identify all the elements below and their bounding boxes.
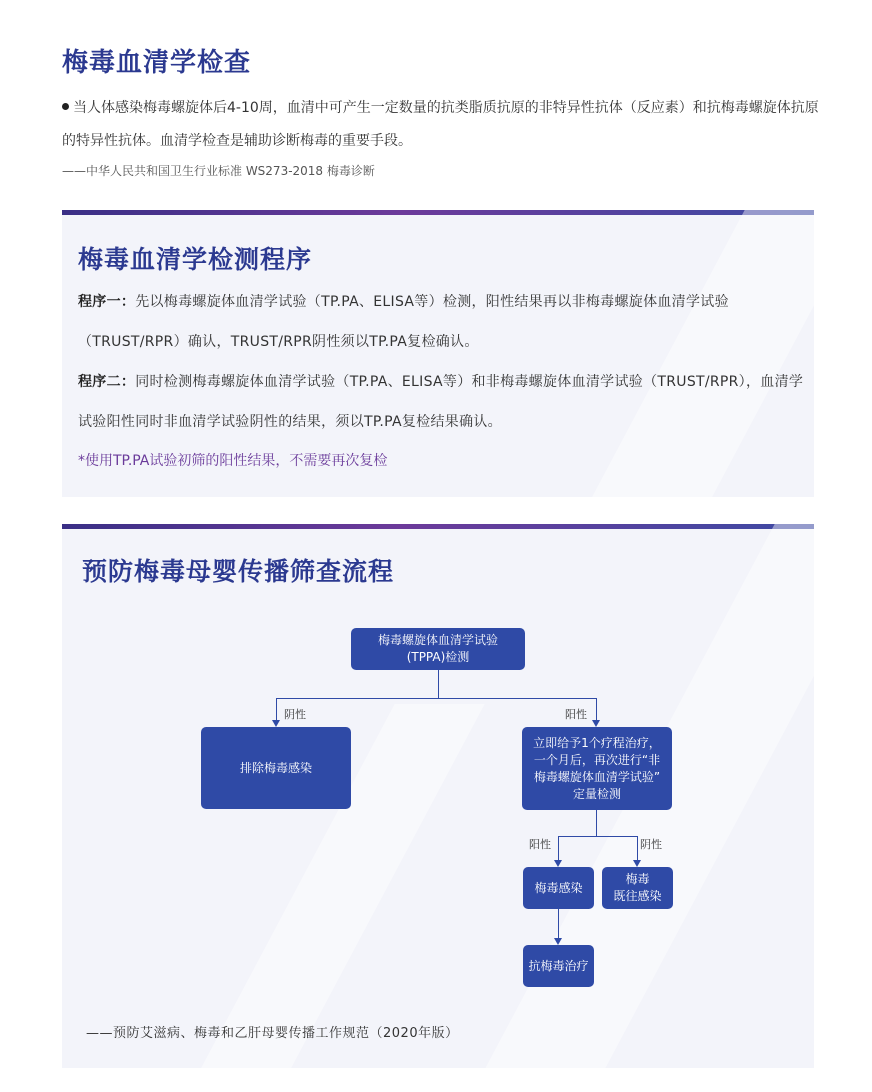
- arrow-down-icon: [592, 720, 600, 727]
- flow-box-anti-treatment: 抗梅毒治疗: [523, 945, 594, 987]
- procedure-two: [78, 362, 804, 442]
- procedure-one-text: 先以梅毒螺旋体血清学试验（TP.PA、ELISA等）检测，阳性结果再以非梅毒螺旋体血清学试验（TRUST/RPR）确认，TRUST/RPR阴性须以TP.PA复检确认。: [78, 294, 729, 350]
- flow-box-exclude: 排除梅毒感染: [201, 727, 351, 809]
- page-title: 梅毒血清学检查: [62, 48, 252, 78]
- bullet-icon: [62, 103, 69, 110]
- arrow-down-icon: [554, 860, 562, 867]
- flow-label-positive: 阳性: [565, 708, 587, 721]
- arrow-down-icon: [272, 720, 280, 727]
- arrow-down-icon: [554, 938, 562, 945]
- procedure-one: [78, 282, 804, 362]
- intro-paragraph: [62, 92, 822, 158]
- flow-label-negative: 阴性: [640, 838, 662, 851]
- procedure-two-text: 同时检测梅毒螺旋体血清学试验（TP.PA、ELISA等）和非梅毒螺旋体血清学试验（TRUST/RPR），血清学试验阳性同时非血清学试验阴性的结果，须以TP.PA复检结果确认。: [78, 374, 804, 430]
- intro-source: ——中华人民共和国卫生行业标准 WS273-2018 梅毒诊断: [62, 164, 375, 178]
- flow-connector: [558, 836, 638, 837]
- procedure-title: 梅毒血清学检测程序: [78, 245, 313, 274]
- flow-connector: [558, 909, 559, 938]
- panel-accent-bar: [62, 210, 814, 215]
- flow-connector: [596, 810, 597, 836]
- flow-box-tppa: 梅毒螺旋体血清学试验 (TPPA)检测: [351, 628, 525, 670]
- flow-footnote: ——预防艾滋病、梅毒和乙肝母婴传播工作规范（2020年版）: [86, 1026, 459, 1041]
- flow-connector: [558, 836, 559, 860]
- flow-connector: [276, 698, 597, 699]
- procedure-panel: [62, 210, 814, 497]
- panel-accent-bar: [62, 524, 814, 529]
- flow-connector: [438, 670, 439, 698]
- flow-label-negative: 阴性: [284, 708, 306, 721]
- flow-panel: [62, 524, 814, 1068]
- procedure-note: *使用TP.PA试验初筛的阳性结果，不需要再次复检: [78, 453, 388, 469]
- flow-connector: [637, 836, 638, 860]
- flow-label-positive: 阳性: [529, 838, 551, 851]
- flow-connector: [596, 698, 597, 720]
- flow-box-infection: 梅毒感染: [523, 867, 594, 909]
- flow-title: 预防梅毒母婴传播筛查流程: [82, 557, 395, 586]
- procedure-one-label: 程序一：: [78, 294, 136, 310]
- flow-box-past-infection: 梅毒 既往感染: [602, 867, 673, 909]
- flow-box-treatment: 立即给予1个疗程治疗， 一个月后，再次进行“非 梅毒螺旋体血清学试验” 定量检测: [522, 727, 672, 810]
- arrow-down-icon: [633, 860, 641, 867]
- procedure-two-label: 程序二：: [78, 374, 136, 390]
- flow-connector: [276, 698, 277, 720]
- intro-text: 当人体感染梅毒螺旋体后4-10周，血清中可产生一定数量的抗类脂质抗原的非特异性抗体（反应素）和抗梅毒螺旋体抗原的特异性抗体。血清学检查是辅助诊断梅毒的重要手段。: [62, 100, 819, 149]
